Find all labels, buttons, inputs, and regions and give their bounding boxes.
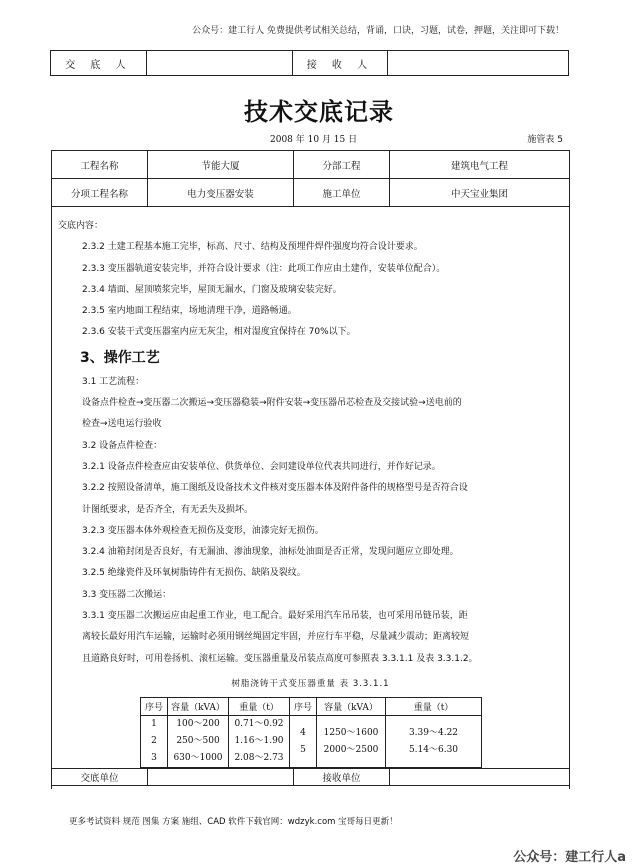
page-title: 技术交底记录 bbox=[244, 98, 394, 126]
cell-weight: 3.39～4.22 5.14～6.30 bbox=[386, 716, 482, 768]
receiver-unit-label: 接收单位 bbox=[294, 769, 390, 786]
content-line: 2.3.4 墙面、屋顶喷浆完毕，屋顶无漏水，门窗及玻璃安装完好。 bbox=[82, 284, 342, 295]
project-name: 节能大厦 bbox=[148, 151, 294, 179]
col-header-capacity: 容量（kVA） bbox=[168, 698, 229, 716]
signature-table bbox=[50, 50, 569, 76]
col-header-no: 序号 bbox=[290, 698, 317, 716]
col-header-weight: 重量（t） bbox=[229, 698, 290, 716]
disclosure-content bbox=[58, 216, 558, 670]
subsection-title: 3.1 工艺流程： bbox=[82, 376, 145, 387]
content-line: 2.3.5 室内地面工程结束，场地清理干净，道路畅通。 bbox=[82, 306, 297, 317]
content-line: 3.3.1 变压器二次搬运应由起重工作业，电工配合。最好采用汽车吊吊装，也可采用吊链吊装，距 bbox=[82, 611, 468, 622]
col-header-weight: 重量（t） bbox=[386, 698, 482, 716]
receiver-value bbox=[388, 51, 569, 76]
subsection-title: 3.2 设备点件检查： bbox=[82, 440, 163, 451]
subitem: 电力变压器安装 bbox=[148, 179, 294, 207]
content-line: 3.2.3 变压器本体外观检查无损伤及变形，油漆完好无损伤。 bbox=[82, 525, 324, 536]
handover-value bbox=[146, 51, 292, 76]
col-header-no: 序号 bbox=[141, 698, 168, 716]
subitem-label: 分项工程名称 bbox=[52, 179, 148, 207]
content-line: 设备点件检查→变压器二次搬运→变压器稳装→附件安装→变压器吊芯检查及交接试验→送电前的 bbox=[82, 398, 462, 409]
handover-label: 交 底 人 bbox=[51, 51, 147, 76]
weight-table bbox=[140, 697, 482, 768]
content-line: 且道路良好时，可用卷扬机、滚杠运输。变压器重量及吊装点高度可参照表 3.3.1.1 及表 3.3.1.2。 bbox=[82, 653, 478, 664]
header-note: 公众号：建工行人 免费提供考试相关总结，背诵，口诀，习题，试卷，押题，关注即可下载！ bbox=[192, 26, 564, 36]
cell-weight: 0.71～0.92 1.16～1.90 2.08～2.73 bbox=[229, 716, 290, 768]
content-line: 2.3.3 变压器轨道安装完毕，并符合设计要求（注：此项工作应由土建作，安装单位配合）。 bbox=[82, 263, 446, 274]
content-line: 离较长最好用汽车运输，运输时必须用钢丝绳固定牢固，并应行车平稳，尽量减少震动；距离较短 bbox=[82, 632, 470, 643]
info-table bbox=[51, 150, 570, 207]
form-number: 施管表 5 bbox=[527, 135, 563, 145]
handover-unit-label: 交底单位 bbox=[52, 769, 148, 786]
content-line: 计图纸要求，是否齐全，有无丢失及损坏。 bbox=[82, 504, 254, 515]
col-header-capacity: 容量（kVA） bbox=[317, 698, 386, 716]
content-line: 2.3.2 土建工程基本施工完毕，标高、尺寸、结构及预埋件焊件强度均符合设计要求。 bbox=[82, 242, 423, 253]
cell-capacity: 100～200 250～500 630～1000 bbox=[168, 716, 229, 768]
content-intro: 交底内容： bbox=[58, 221, 104, 231]
watermark: 公众号：建工行人a bbox=[513, 850, 626, 865]
subsection-title: 3.3 变压器二次搬运： bbox=[82, 589, 172, 600]
section-title: 3、操作工艺 bbox=[80, 349, 160, 366]
receiver-label: 接 收 人 bbox=[292, 51, 388, 76]
project-name-label: 工程名称 bbox=[52, 151, 148, 179]
content-line: 3.2.4 油箱封闭是否良好，有无漏油、渗油现象，油标处油面是否正常，发现问题应立即处理。 bbox=[82, 547, 459, 558]
receiver-unit-value bbox=[390, 769, 570, 786]
cell-no: 4 5 bbox=[290, 716, 317, 768]
content-line: 2.3.6 安装干式变压器室内应无灰尘，相对湿度宜保持在 70%以下。 bbox=[82, 327, 356, 338]
content-line: 3.2.5 绝缘瓷件及环氧树脂铸件有无损伤、缺陷及裂纹。 bbox=[82, 568, 306, 579]
cell-capacity: 1250～1600 2000～2500 bbox=[317, 716, 386, 768]
handover-unit-value bbox=[148, 769, 294, 786]
content-line: 3.2.2 按照设备清单，施工图纸及设备技术文件核对变压器本体及附件备件的规格型号是否符合设 bbox=[82, 483, 468, 494]
weight-table-title: 树脂浇铸干式变压器重量 表 3.3.1.1 bbox=[231, 679, 390, 689]
division-label: 分部工程 bbox=[294, 151, 390, 179]
document-date: 2008 年 10 月 15 日 bbox=[270, 135, 358, 145]
content-line: 检查→送电运行验收 bbox=[82, 419, 162, 430]
unit-label: 施工单位 bbox=[294, 179, 390, 207]
unit: 中天宝业集团 bbox=[390, 179, 570, 207]
cell-no: 1 2 3 bbox=[141, 716, 168, 768]
division: 建筑电气工程 bbox=[390, 151, 570, 179]
content-line: 3.2.1 设备点件检查应由安装单位、供货单位、会同建设单位代表共同进行，并作好记录。 bbox=[82, 461, 441, 472]
bottom-note: 更多考试资料 规范 图集 方案 施组、CAD 软件下载官网：wdzyk.com 宝哥每日更新！ bbox=[69, 817, 398, 827]
footer-table bbox=[51, 768, 570, 786]
